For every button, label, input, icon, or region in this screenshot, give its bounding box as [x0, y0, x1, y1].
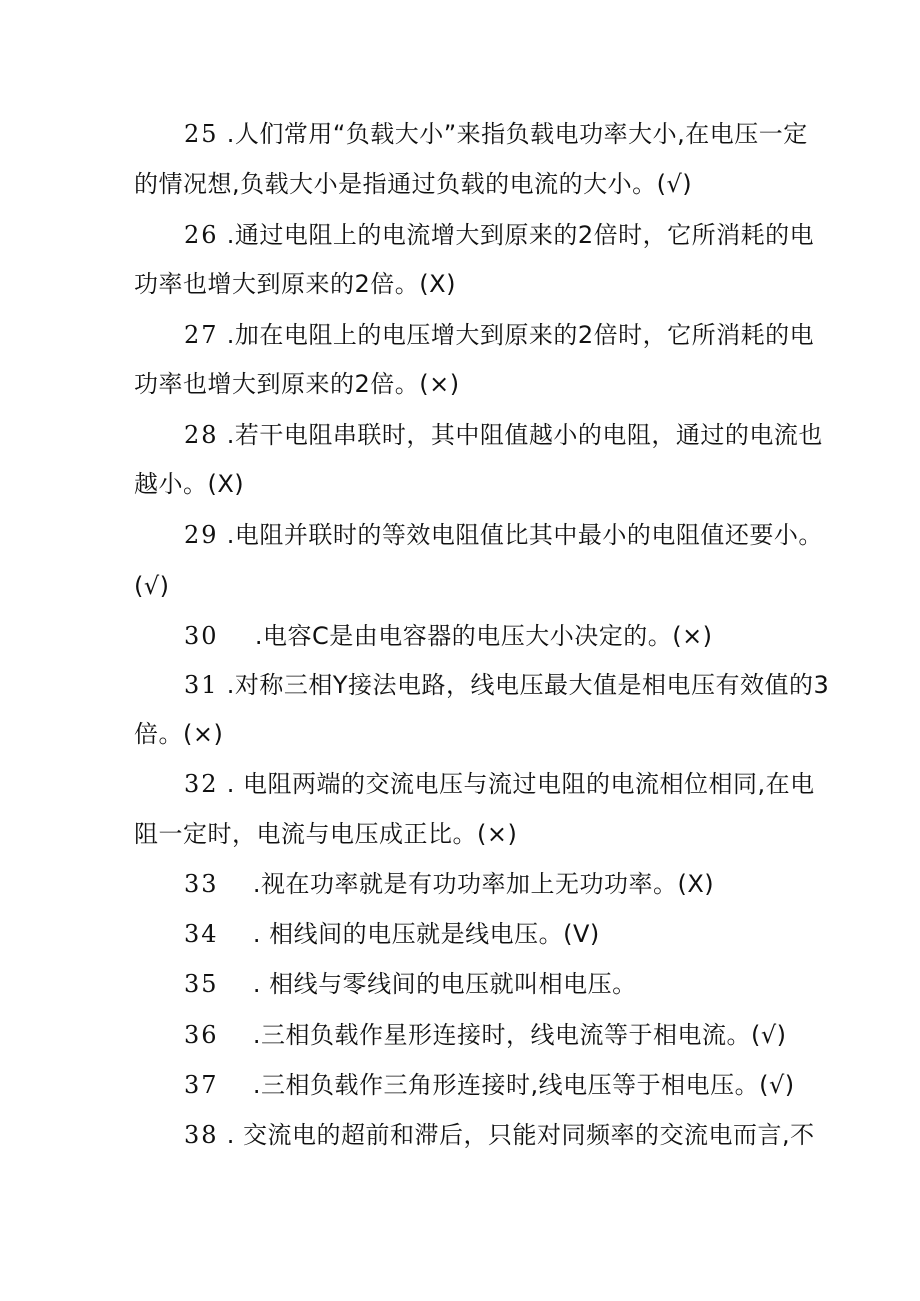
item-26-line-2: [134, 264, 456, 304]
item-number: 26: [184, 221, 219, 249]
item-text: .加在电阻上的电压增大到原来的2倍时，它所消耗的电: [226, 321, 815, 349]
item-text-continued: 功率也增大到原来的2倍。(X): [134, 270, 456, 298]
item-text: .若干电阻串联时，其中阻值越小的电阻，通过的电流也: [226, 421, 823, 449]
item-33-line-1: [184, 864, 714, 904]
item-26-line-1: [184, 215, 814, 255]
item-29-line-1: [184, 515, 823, 555]
item-text: .人们常用“负载大小”来指负载电功率大小,在电压一定: [226, 120, 808, 148]
item-text: .对称三相Y接法电路，线电压最大值是相电压有效值的3: [226, 671, 830, 699]
item-number: 32: [184, 770, 219, 798]
item-number: 37: [184, 1071, 219, 1099]
item-number: 27: [184, 321, 219, 349]
item-text: .三相负载作星形连接时，线电流等于相电流。(√): [252, 1021, 787, 1049]
item-text-continued: 越小。(X): [134, 470, 245, 498]
item-31-line-1: [184, 665, 829, 705]
item-text: . 交流电的超前和滞后，只能对同频率的交流电而言,不: [226, 1121, 815, 1149]
item-32-line-1: [184, 764, 815, 804]
item-text: .三相负载作三角形连接时,线电压等于相电压。(√): [252, 1071, 795, 1099]
item-number: 28: [184, 421, 219, 449]
item-text: .视在功率就是有功功率加上无功功率。(X): [252, 870, 715, 898]
item-number: 33: [184, 870, 219, 898]
item-text: .电阻并联时的等效电阻值比其中最小的电阻值还要小。: [226, 521, 823, 549]
item-30-line-1: [184, 616, 713, 656]
item-number: 35: [184, 970, 219, 998]
item-text-continued: 功率也增大到原来的2倍。(×): [134, 370, 460, 398]
item-38-line-1: [184, 1115, 815, 1155]
item-29-line-2: [134, 566, 170, 606]
item-text: .电容C是由电容器的电压大小决定的。(×): [254, 622, 713, 650]
item-25-line-1: [184, 114, 808, 154]
item-text-continued: 的情况想,负载大小是指通过负载的电流的大小。(√): [134, 170, 693, 198]
item-number: 34: [184, 920, 219, 948]
item-number: 29: [184, 521, 219, 549]
item-text-continued: (√): [134, 572, 170, 600]
item-31-line-2: [134, 714, 223, 754]
item-34-line-1: [184, 914, 600, 954]
item-number: 30: [184, 622, 219, 650]
item-25-line-2: [134, 164, 692, 204]
item-text-continued: 阻一定时，电流与电压成正比。(×): [134, 820, 518, 848]
item-text: . 电阻两端的交流电压与流过电阻的电流相位相同,在电: [226, 770, 815, 798]
item-text: . 相线间的电压就是线电压。(V): [252, 920, 600, 948]
item-32-line-2: [134, 814, 517, 854]
item-28-line-1: [184, 415, 823, 455]
item-number: 36: [184, 1021, 219, 1049]
item-text: . 相线与零线间的电压就叫相电压。: [252, 970, 637, 998]
item-text: .通过电阻上的电流增大到原来的2倍时，它所消耗的电: [226, 221, 815, 249]
item-35-line-1: [184, 964, 637, 1004]
item-text-continued: 倍。(×): [134, 720, 224, 748]
item-number: 25: [184, 120, 219, 148]
item-number: 38: [184, 1121, 219, 1149]
item-28-line-2: [134, 464, 244, 504]
item-27-line-2: [134, 364, 460, 404]
item-37-line-1: [184, 1065, 795, 1105]
item-36-line-1: [184, 1015, 786, 1055]
item-27-line-1: [184, 315, 814, 355]
item-number: 31: [184, 671, 219, 699]
